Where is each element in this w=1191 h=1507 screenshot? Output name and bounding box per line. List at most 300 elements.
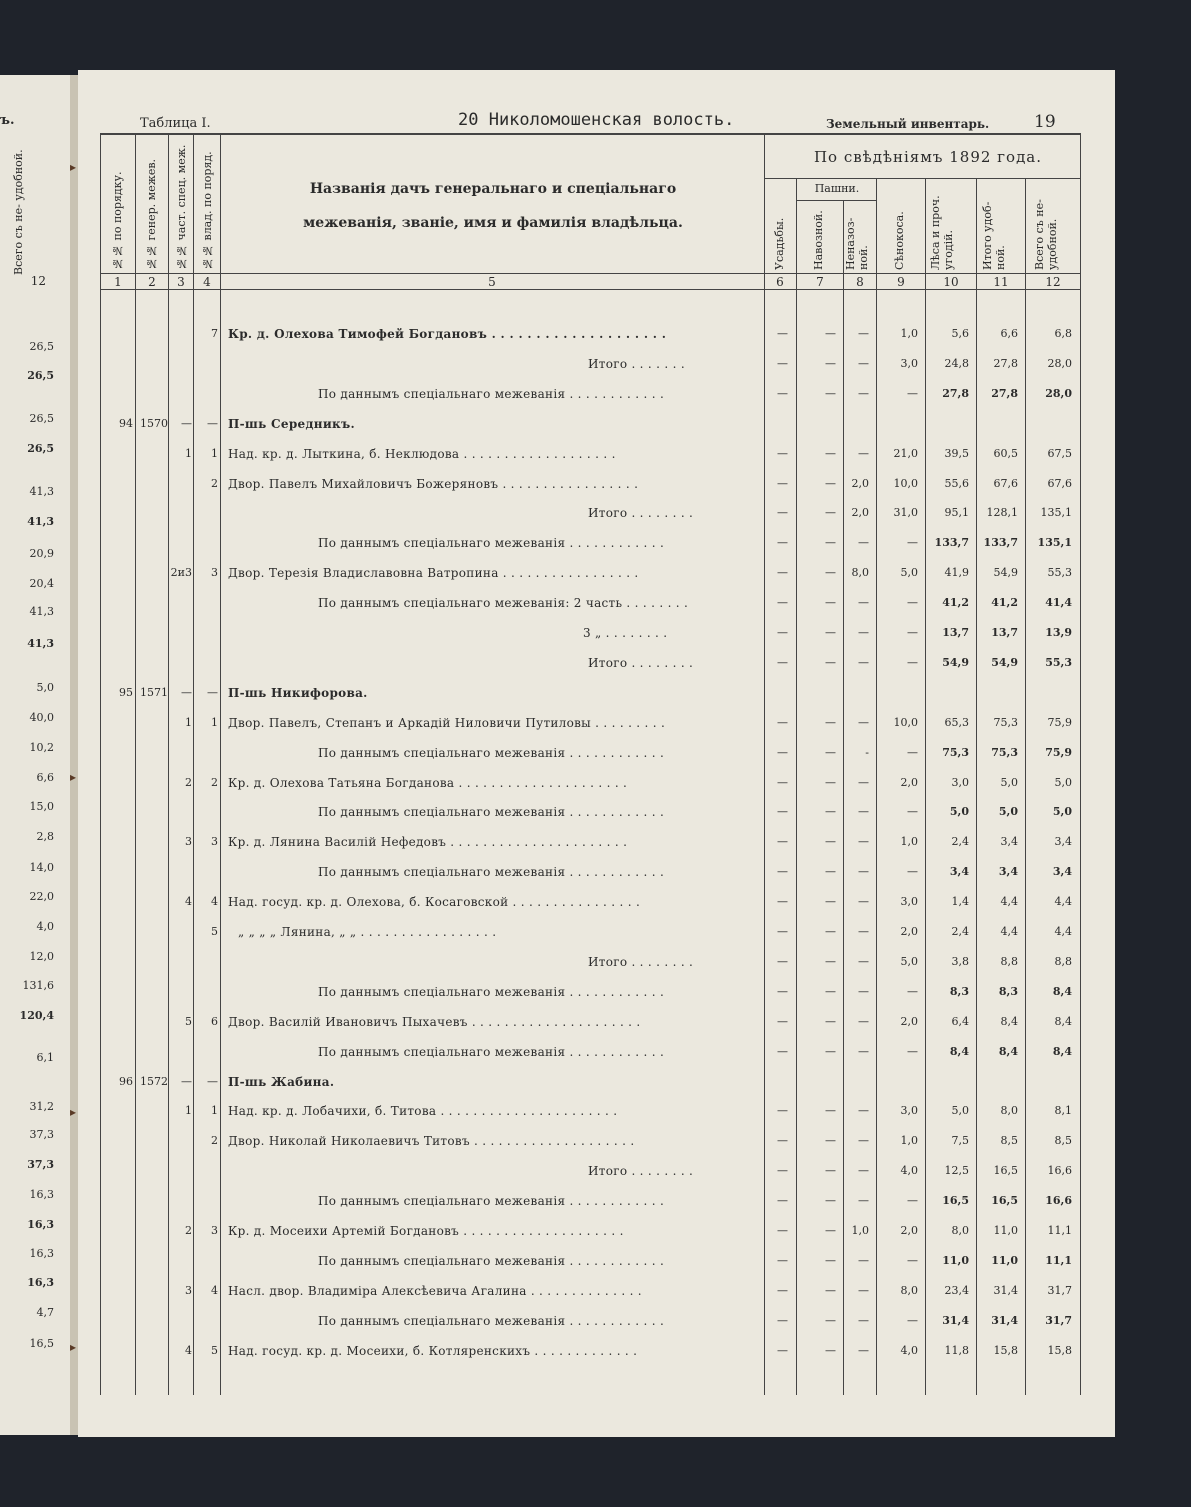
owner-name: Итого . . . . . . . . <box>588 656 694 670</box>
area-value: — <box>907 1254 918 1267</box>
col-header-owner: №№ влад. по поряд. <box>201 151 214 270</box>
area-value: — <box>777 506 788 519</box>
area-value: — <box>825 1134 836 1147</box>
owner-name: По даннымъ спеціальнаго межеванія: 2 часть . . . . . . . . <box>318 596 689 610</box>
row-index-c4: 7 <box>211 327 218 340</box>
area-value: 41,2 <box>942 596 969 609</box>
area-value: — <box>825 1045 836 1058</box>
area-value: 4,0 <box>900 1344 918 1357</box>
area-value: — <box>858 985 869 998</box>
area-value: — <box>777 387 788 400</box>
area-value: 55,3 <box>1045 656 1072 669</box>
column-rule <box>135 133 136 1395</box>
row-index-c3: 2 <box>185 1224 192 1237</box>
section-label: Земельный инвентарь. <box>826 117 990 131</box>
area-value: — <box>777 327 788 340</box>
row-index-c3: — <box>181 417 192 430</box>
area-value: — <box>858 536 869 549</box>
area-value: — <box>825 596 836 609</box>
area-value: 1,0 <box>900 835 918 848</box>
area-value: 133,7 <box>934 536 969 549</box>
area-value: 60,5 <box>993 447 1018 460</box>
left-column-header: Всего съ не- удобной. <box>12 149 25 275</box>
area-value: — <box>858 1104 869 1117</box>
col-header-special: №№ част. спец. меж. <box>175 144 188 270</box>
area-value: 2,0 <box>851 506 869 519</box>
area-value: 5,0 <box>900 566 918 579</box>
column-rule <box>100 133 101 1395</box>
area-value: — <box>825 925 836 938</box>
area-value: 1,0 <box>851 1224 869 1237</box>
area-value: — <box>858 447 869 460</box>
area-value: 2,0 <box>851 477 869 490</box>
row-index-c3: 1 <box>185 716 192 729</box>
owner-name: Над. кр. д. Лобачихи, б. Титова . . . . . . . . . . . . . . . . . . . . . . <box>228 1104 618 1118</box>
owner-name: Двор. Василій Ивановичъ Пыхачевъ . . . . . . . . . . . . . . . . . . . . . <box>228 1015 641 1029</box>
area-value: 5,0 <box>1054 776 1072 789</box>
left-page-value: 20,4 <box>29 577 54 590</box>
area-value: 31,7 <box>1047 1284 1072 1297</box>
area-value: 31,4 <box>942 1314 969 1327</box>
left-page-value: 37,3 <box>27 1158 54 1171</box>
area-value: — <box>777 357 788 370</box>
area-value: — <box>777 776 788 789</box>
column-number: 1 <box>114 275 122 289</box>
row-index-c3: 4 <box>185 895 192 908</box>
area-value: 10,0 <box>893 716 918 729</box>
owner-name: Итого . . . . . . . <box>588 357 685 371</box>
area-value: 4,4 <box>1054 925 1072 938</box>
area-value: 7,5 <box>951 1134 969 1147</box>
area-value: 3,4 <box>998 865 1018 878</box>
area-value: 13,9 <box>1045 626 1072 639</box>
row-index-c4: — <box>207 686 218 699</box>
owner-name: По даннымъ спеціальнаго межеванія . . . . . . . . . . . . <box>318 746 665 760</box>
owner-name: Двор. Николай Николаевичъ Титовъ . . . . . . . . . . . . . . . . . . . . <box>228 1134 635 1148</box>
area-value: 8,0 <box>851 566 869 579</box>
area-value: 8,4 <box>1052 1045 1072 1058</box>
area-value: — <box>777 716 788 729</box>
owner-name: П-шь Никифорова. <box>228 686 368 700</box>
area-value: — <box>777 1164 788 1177</box>
area-value: — <box>825 746 836 759</box>
left-page-value: 120,4 <box>19 1009 54 1022</box>
left-page-value: 16,3 <box>27 1276 54 1289</box>
area-value: 5,0 <box>949 805 969 818</box>
area-value: 67,6 <box>1047 477 1072 490</box>
area-value: — <box>907 985 918 998</box>
area-value: 11,0 <box>942 1254 969 1267</box>
area-value: 27,8 <box>991 387 1018 400</box>
left-page-value: 6,1 <box>36 1051 54 1064</box>
area-value: 4,0 <box>900 1164 918 1177</box>
area-value: 16,5 <box>991 1194 1018 1207</box>
area-value: — <box>777 1284 788 1297</box>
area-value: — <box>907 596 918 609</box>
area-value: 4,4 <box>1000 925 1018 938</box>
area-value: 12,5 <box>944 1164 969 1177</box>
area-value: — <box>777 1254 788 1267</box>
row-index-c3: 1 <box>185 1104 192 1117</box>
area-value: — <box>777 835 788 848</box>
area-value: — <box>777 656 788 669</box>
area-value: 41,9 <box>944 566 969 579</box>
area-value: 15,8 <box>993 1344 1018 1357</box>
column-number: 7 <box>816 275 824 289</box>
row-index-c3: — <box>181 1075 192 1088</box>
area-value: 5,6 <box>951 327 969 340</box>
owner-name: Итого . . . . . . . . <box>588 1164 694 1178</box>
column-rule <box>843 200 844 1395</box>
owner-name: По даннымъ спеціальнаго межеванія . . . . . . . . . . . . <box>318 1314 665 1328</box>
area-value: 75,9 <box>1047 716 1072 729</box>
left-page-value: 15,0 <box>29 800 54 813</box>
area-value: — <box>777 746 788 759</box>
table-top-rule <box>100 133 1080 135</box>
area-value: 5,0 <box>1052 805 1072 818</box>
area-value: 11,0 <box>991 1254 1018 1267</box>
left-page-value: 4,0 <box>36 920 54 933</box>
area-value: — <box>907 746 918 759</box>
area-value: — <box>777 1344 788 1357</box>
row-index-c3: 1 <box>185 447 192 460</box>
row-index-c3: 3 <box>185 835 192 848</box>
left-page-value: 40,0 <box>29 711 54 724</box>
area-value: 1,0 <box>900 327 918 340</box>
area-value: — <box>907 1194 918 1207</box>
row-index-c4: 4 <box>211 1284 218 1297</box>
area-value: 8,4 <box>1054 1015 1072 1028</box>
area-value: — <box>858 387 869 400</box>
area-value: — <box>825 776 836 789</box>
left-page-value: 16,3 <box>29 1247 54 1260</box>
area-value: — <box>777 1314 788 1327</box>
area-value: 67,5 <box>1047 447 1072 460</box>
col-header-forest: Лѣса и проч. угодій. <box>929 195 955 270</box>
area-value: 4,4 <box>1000 895 1018 908</box>
area-value: 54,9 <box>942 656 969 669</box>
area-value: 31,7 <box>1045 1314 1072 1327</box>
col-header-names: Названія дачъ генеральнаго и спеціальнаго межеванія, званіе, имя и фамилія владѣльца. <box>303 181 683 231</box>
area-value: — <box>777 1015 788 1028</box>
area-value: — <box>825 536 836 549</box>
column-number: 8 <box>856 275 864 289</box>
column-rule <box>1025 178 1026 1395</box>
area-value: 3,0 <box>900 357 918 370</box>
col-header-unmanured: Неназоз- ной. <box>844 217 870 270</box>
area-value: — <box>777 865 788 878</box>
area-value: — <box>777 477 788 490</box>
area-value: 11,1 <box>1045 1254 1072 1267</box>
left-page-value: 16,3 <box>29 1188 54 1201</box>
row-index-c1: 94 <box>119 417 133 430</box>
row-index-c3: 2и3 <box>170 566 192 579</box>
row-index-c4: 1 <box>211 1104 218 1117</box>
row-index-c4: 6 <box>211 1015 218 1028</box>
area-value: 3,0 <box>951 776 969 789</box>
area-value: 28,0 <box>1045 387 1072 400</box>
owner-name: П-шь Середникъ. <box>228 417 355 431</box>
col-header-pashni: Пашни. <box>814 182 860 195</box>
area-value: 133,7 <box>983 536 1018 549</box>
area-value: 13,7 <box>942 626 969 639</box>
owner-name: Кр. д. Олехова Тимофей Богдановъ . . . . . . . . . . . . . . . . . . . . <box>228 327 667 341</box>
area-value: — <box>825 716 836 729</box>
area-value: — <box>858 805 869 818</box>
left-page-value: 20,9 <box>29 547 54 560</box>
area-value: 8,3 <box>998 985 1018 998</box>
owner-name: По даннымъ спеціальнаго межеванія . . . . . . . . . . . . <box>318 865 665 879</box>
area-value: 8,4 <box>1000 1015 1018 1028</box>
area-value: — <box>825 1254 836 1267</box>
header-bottom-rule <box>100 273 1080 274</box>
area-value: — <box>777 1134 788 1147</box>
page-number: 19 <box>1034 112 1056 132</box>
area-value: 75,3 <box>991 746 1018 759</box>
area-value: 4,4 <box>1054 895 1072 908</box>
area-value: 13,7 <box>991 626 1018 639</box>
owner-name: По даннымъ спеціальнаго межеванія . . . . . . . . . . . . <box>318 1194 665 1208</box>
area-value: 41,4 <box>1045 596 1072 609</box>
binding-thread-icon: ▸ <box>70 770 77 784</box>
area-value: 3,4 <box>1052 865 1072 878</box>
column-number: 3 <box>177 275 185 289</box>
row-index-c4: 3 <box>211 566 218 579</box>
row-index-c4: 5 <box>211 925 218 938</box>
page-title: 20 Николомошенская волость. <box>458 110 735 130</box>
row-index-c4: — <box>207 1075 218 1088</box>
area-value: — <box>858 925 869 938</box>
area-value: — <box>858 776 869 789</box>
owner-name: Кр. д. Лянина Василій Нефедовъ . . . . . . . . . . . . . . . . . . . . . . <box>228 835 628 849</box>
area-value: 3,4 <box>1054 835 1072 848</box>
area-value: 6,8 <box>1054 327 1072 340</box>
area-value: 6,6 <box>1000 327 1018 340</box>
left-page-value: 6,6 <box>36 771 54 784</box>
area-value: 21,0 <box>893 447 918 460</box>
area-value: — <box>825 566 836 579</box>
left-page-fragment <box>0 75 70 1435</box>
area-value: 8,8 <box>1000 955 1018 968</box>
area-value: 65,3 <box>944 716 969 729</box>
owner-name: П-шь Жабина. <box>228 1075 335 1089</box>
area-value: — <box>777 1045 788 1058</box>
left-page-value: 26,5 <box>27 442 54 455</box>
area-value: 128,1 <box>986 506 1018 519</box>
area-value: 2,4 <box>951 925 969 938</box>
left-page-value: 16,3 <box>27 1218 54 1231</box>
area-value: — <box>858 656 869 669</box>
area-value: — <box>858 1284 869 1297</box>
left-page-value: 26,5 <box>29 412 54 425</box>
area-value: — <box>825 1284 836 1297</box>
area-value: 55,6 <box>944 477 969 490</box>
area-value: 135,1 <box>1040 506 1072 519</box>
area-value: 27,8 <box>993 357 1018 370</box>
area-value: — <box>858 357 869 370</box>
table-label: Таблица I. <box>140 116 211 131</box>
area-value: 75,9 <box>1045 746 1072 759</box>
owner-name: Итого . . . . . . . . <box>588 955 694 969</box>
area-value: 11,1 <box>1047 1224 1072 1237</box>
row-index-c4: — <box>207 417 218 430</box>
row-index-c3: 4 <box>185 1344 192 1357</box>
left-page-value: 22,0 <box>29 890 54 903</box>
owner-name: Над. госуд. кр. д. Мосеихи, б. Котляренскихъ . . . . . . . . . . . . . <box>228 1344 638 1358</box>
left-page-value: 14,0 <box>29 861 54 874</box>
area-value: 54,9 <box>993 566 1018 579</box>
area-value: — <box>777 626 788 639</box>
area-value: — <box>858 1344 869 1357</box>
area-value: 16,5 <box>942 1194 969 1207</box>
row-index-c2: 1571 <box>140 686 168 699</box>
col-header-manured: Навозной. <box>812 210 825 270</box>
left-page-value: 16,5 <box>29 1337 54 1350</box>
col-header-hayfield: Сѣнокоса. <box>893 211 906 270</box>
area-value: 3,8 <box>951 955 969 968</box>
left-page-value: 41,3 <box>29 605 54 618</box>
area-value: — <box>858 596 869 609</box>
area-value: 8,5 <box>1054 1134 1072 1147</box>
left-page-value: 41,3 <box>27 637 54 650</box>
owner-name: Кр. д. Мосеихи Артемій Богдановъ . . . . . . . . . . . . . . . . . . . . <box>228 1224 624 1238</box>
area-value: 8,4 <box>949 1045 969 1058</box>
row-index-c3: 3 <box>185 1284 192 1297</box>
area-value: — <box>907 865 918 878</box>
area-value: — <box>858 716 869 729</box>
area-value: — <box>858 1134 869 1147</box>
row-index-c4: 1 <box>211 447 218 460</box>
area-value: 2,0 <box>900 1015 918 1028</box>
area-value: — <box>825 447 836 460</box>
owner-name: Итого . . . . . . . . <box>588 506 694 520</box>
area-value: — <box>825 835 836 848</box>
owner-name: Над. госуд. кр. д. Олехова, б. Косаговской . . . . . . . . . . . . . . . . <box>228 895 641 909</box>
area-value: 3,0 <box>900 895 918 908</box>
binding-thread-icon: ▸ <box>70 160 77 174</box>
column-number: 5 <box>488 275 496 289</box>
area-value: — <box>858 1194 869 1207</box>
area-value: 23,4 <box>944 1284 969 1297</box>
area-value: — <box>777 596 788 609</box>
area-value: 8,4 <box>1052 985 1072 998</box>
area-value: — <box>825 327 836 340</box>
owner-name: Кр. д. Олехова Татьяна Богданова . . . . . . . . . . . . . . . . . . . . . <box>228 776 628 790</box>
area-value: — <box>858 626 869 639</box>
left-column-number: 12 <box>30 274 46 288</box>
row-index-c3: — <box>181 686 192 699</box>
left-page-value: 26,5 <box>27 369 54 382</box>
area-value: — <box>825 955 836 968</box>
area-value: — <box>825 357 836 370</box>
left-page-value: 131,6 <box>22 979 54 992</box>
binding-thread-icon: ▸ <box>70 1340 77 1354</box>
left-page-value: 2,8 <box>36 830 54 843</box>
area-value: 8,0 <box>951 1224 969 1237</box>
area-value: — <box>777 536 788 549</box>
pashni-rule <box>796 200 876 201</box>
area-value: — <box>907 805 918 818</box>
area-value: — <box>907 1314 918 1327</box>
column-rule <box>193 133 194 1395</box>
area-value: — <box>777 447 788 460</box>
ledger-page <box>78 70 1115 1437</box>
area-value: — <box>825 1344 836 1357</box>
area-value: 31,0 <box>893 506 918 519</box>
area-value: 75,3 <box>993 716 1018 729</box>
area-value: — <box>825 1314 836 1327</box>
area-value: 2,0 <box>900 925 918 938</box>
area-value: 135,1 <box>1037 536 1072 549</box>
row-index-c2: 1570 <box>140 417 168 430</box>
row-index-c4: 5 <box>211 1344 218 1357</box>
area-value: — <box>858 1314 869 1327</box>
area-value: 5,0 <box>998 805 1018 818</box>
left-page-value: 10,2 <box>29 741 54 754</box>
area-value: 67,6 <box>993 477 1018 490</box>
col-header-grand-total: Всего съ не- удобной. <box>1033 199 1059 270</box>
area-value: 2,4 <box>951 835 969 848</box>
area-value: 5,0 <box>951 1104 969 1117</box>
area-value: 95,1 <box>944 506 969 519</box>
area-value: 8,1 <box>1054 1104 1072 1117</box>
owner-name: По даннымъ спеціальнаго межеванія . . . . . . . . . . . . <box>318 536 665 550</box>
area-value: 6,4 <box>951 1015 969 1028</box>
col-header-general: №№ генер. межев. <box>145 158 158 270</box>
left-page-value: 31,2 <box>29 1100 54 1113</box>
column-rule <box>220 133 221 1395</box>
area-value: 3,4 <box>1000 835 1018 848</box>
owner-name: По даннымъ спеціальнаго межеванія . . . . . . . . . . . . <box>318 805 665 819</box>
owner-name: По даннымъ спеціальнаго межеванія . . . . . . . . . . . . <box>318 985 665 999</box>
column-number: 2 <box>148 275 156 289</box>
left-page-header: ъ. <box>0 113 15 128</box>
left-page-value: 41,3 <box>27 515 54 528</box>
area-value: — <box>777 805 788 818</box>
area-value: — <box>907 536 918 549</box>
binding-thread-icon: ▸ <box>70 1105 77 1119</box>
area-value: 41,2 <box>991 596 1018 609</box>
owner-name: Двор. Павелъ Михайловичъ Божеряновъ . . . . . . . . . . . . . . . . . <box>228 477 639 491</box>
area-value: — <box>825 656 836 669</box>
row-index-c4: 2 <box>211 1134 218 1147</box>
area-value: — <box>858 865 869 878</box>
area-value: — <box>825 1104 836 1117</box>
area-value: 39,5 <box>944 447 969 460</box>
row-index-c3: 2 <box>185 776 192 789</box>
area-value: — <box>825 1164 836 1177</box>
owner-name: По даннымъ спеціальнаго межеванія . . . . . . . . . . . . <box>318 1254 665 1268</box>
row-index-c4: 4 <box>211 895 218 908</box>
owner-name: Двор. Павелъ, Степанъ и Аркадій Ниловичи Путиловы . . . . . . . . . <box>228 716 666 730</box>
area-value: — <box>825 1224 836 1237</box>
numbers-bottom-rule <box>100 289 1080 290</box>
owner-name: Над. кр. д. Лыткина, б. Неклюдова . . . . . . . . . . . . . . . . . . . <box>228 447 616 461</box>
area-value: 11,0 <box>993 1224 1018 1237</box>
row-index-c4: 3 <box>211 1224 218 1237</box>
col-header-order: №№ по порядку. <box>111 171 124 270</box>
area-value: — <box>777 955 788 968</box>
area-value: — <box>825 1194 836 1207</box>
area-value: — <box>858 835 869 848</box>
area-value: — <box>858 895 869 908</box>
area-value: — <box>825 895 836 908</box>
col-header-arable-total: Итого удоб- ной. <box>981 201 1007 270</box>
area-value: 31,4 <box>991 1314 1018 1327</box>
area-value: — <box>907 387 918 400</box>
area-value: 5,0 <box>1000 776 1018 789</box>
row-index-c1: 95 <box>119 686 133 699</box>
